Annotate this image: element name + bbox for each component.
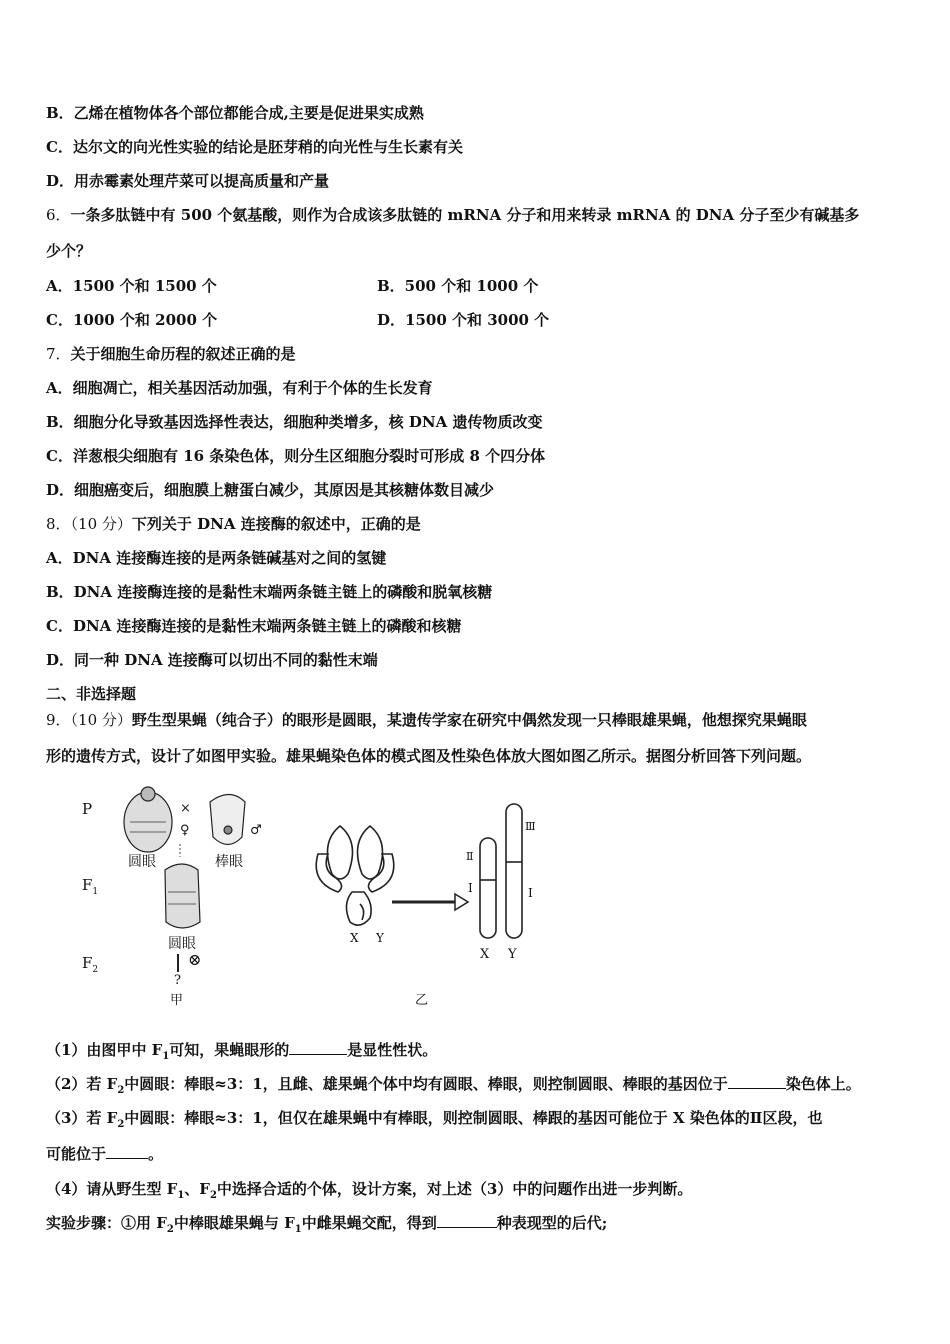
question-number: 6． — [46, 206, 71, 224]
generation-f1-label: $F_1$ — [82, 876, 99, 897]
option-8c: C．DNA 连接酶连接的是黏性末端两条链主链上的磷酸和核糖 — [46, 617, 462, 635]
male-karyotype-chromosomes — [316, 826, 394, 925]
self-cross-symbol: ⊗ — [188, 950, 202, 969]
region-i-right-label: I — [528, 886, 533, 900]
answer-blank[interactable] — [437, 1213, 497, 1228]
q9-experiment-step: 实验步骤：①用 $F_2$中棒眼雄果蝇与 $F_1$中雌果蝇交配，得到 种表现型的后代; — [46, 1214, 608, 1235]
question-number: 9．（10 分） — [46, 711, 132, 729]
round-eye-female-fly-icon — [124, 787, 172, 852]
option-6a: A．1500 个和 1500 个 — [46, 277, 217, 295]
bar-eye-male-fly-icon — [210, 795, 245, 845]
round-eye-label: 圆眼 — [128, 854, 156, 870]
y-chromosome — [506, 804, 522, 938]
section-heading: 二、非选择题 — [46, 685, 137, 703]
option-6b: B．500 个和 1000 个 — [377, 277, 539, 295]
question-6-cont: 少个？ — [46, 242, 92, 260]
question-text: 一条多肽链中有 500 个氨基酸，则作为合成该多肽链的 mRNA 分子和用来转录 mRNA 的 DNA 分子至少有碱基多 — [70, 206, 860, 224]
question-number: 8．（10 分） — [46, 515, 132, 533]
female-symbol: ♀ — [180, 823, 190, 838]
option-5b: B．乙烯在植物体各个部位都能合成,主要是促进果实成熟 — [46, 104, 424, 122]
male-symbol: ♂ — [250, 823, 262, 838]
enlarge-arrow-icon — [392, 894, 468, 910]
region-i-left-label: I — [468, 881, 473, 895]
option-7d: D．细胞癌变后，细胞膜上糖蛋白减少，其原因是其核糖体数目减少 — [46, 481, 495, 499]
option-5d: D．用赤霉素处理芹菜可以提高质量和产量 — [46, 172, 330, 190]
f1-fly-icon — [165, 864, 200, 928]
answer-blank[interactable] — [728, 1074, 786, 1089]
option-6d: D．1500 个和 3000 个 — [377, 311, 550, 329]
generation-f2-label: $F_2$ — [82, 954, 99, 975]
generation-p-label: P — [82, 800, 93, 818]
figure-jia-label: 甲 — [170, 993, 184, 1007]
enlarged-y-label: Y — [508, 947, 517, 962]
question-7 — [46, 344, 296, 364]
answer-blank[interactable] — [289, 1040, 347, 1055]
bar-eye-label: 棒眼 — [215, 854, 243, 870]
q9-part-4: （4）请从野生型 $F_1$、$F_2$中选择合适的个体，设计方案，对上述（3）中的问题作出进一步判断。 — [46, 1180, 693, 1201]
region-iii-label: Ⅲ — [525, 820, 536, 833]
question-6 — [46, 205, 859, 225]
option-7b: B．细胞分化导致基因选择性表达，细胞种类增多，核 DNA 遗传物质改变 — [46, 413, 543, 431]
question-text: 野生型果蝇（纯合子）的眼形是圆眼，某遗传学家在研究中偶然发现一只棒眼雄果蝇，他想探究果蝇眼 — [131, 711, 807, 729]
karyotype-x-label: X — [350, 931, 359, 945]
region-ii-label: Ⅱ — [466, 850, 474, 863]
f1-round-eye-label: 圆眼 — [168, 936, 196, 952]
option-7c: C．洋葱根尖细胞有 16 条染色体，则分生区细胞分裂时可形成 8 个四分体 — [46, 447, 546, 465]
q9-part-3: （3）若 $F_2$中圆眼：棒眼≈3：1，但仅在雄果蝇中有棒眼，则控制圆眼、棒跟的基因可能位于 X 染色体的Ⅱ区段，也 — [46, 1109, 823, 1130]
option-7a: A．细胞凋亡，相关基因活动加强，有利于个体的生长发育 — [46, 379, 433, 397]
option-8a: A．DNA 连接酶连接的是两条链碱基对之间的氢键 — [46, 549, 387, 567]
f2-unknown-mark: ? — [174, 973, 181, 988]
option-8b: B．DNA 连接酶连接的是黏性末端两条链主链上的磷酸和脱氧核糖 — [46, 583, 493, 601]
q9-part-3-cont: 可能位于 。 — [46, 1145, 164, 1163]
question-number: 7． — [46, 345, 71, 363]
q9-part-2: （2）若 $F_2$中圆眼：棒眼≈3：1，且雌、雄果蝇个体中均有圆眼、棒眼，则控制圆眼、棒眼的基因位于 染色体上。 — [46, 1075, 861, 1096]
cross-symbol: × — [180, 801, 191, 816]
enlarged-x-label: X — [480, 947, 490, 962]
question-9-cont: 形的遗传方式，设计了如图甲实验。雄果蝇染色体的模式图及性染色体放大图如图乙所示。据图分析回答下列问题。 — [46, 747, 812, 765]
genetics-figure — [70, 782, 550, 1007]
question-8 — [46, 514, 421, 534]
question-text: 下列关于 DNA 连接酶的叙述中，正确的是 — [131, 515, 421, 533]
figure-yi-label: 乙 — [415, 993, 429, 1007]
answer-blank[interactable] — [106, 1144, 148, 1159]
karyotype-y-label: Y — [376, 931, 384, 945]
question-9 — [46, 710, 807, 730]
option-8d: D．同一种 DNA 连接酶可以切出不同的黏性末端 — [46, 651, 378, 669]
q9-part-1: （1）由图甲中 $F_1$可知，果蝇眼形的 是显性性状。 — [46, 1041, 438, 1062]
option-5c: C．达尔文的向光性实验的结论是胚芽稍的向光性与生长素有关 — [46, 138, 463, 156]
question-text: 关于细胞生命历程的叙述正确的是 — [70, 345, 296, 363]
x-chromosome — [480, 838, 496, 938]
option-6c: C．1000 个和 2000 个 — [46, 311, 218, 329]
